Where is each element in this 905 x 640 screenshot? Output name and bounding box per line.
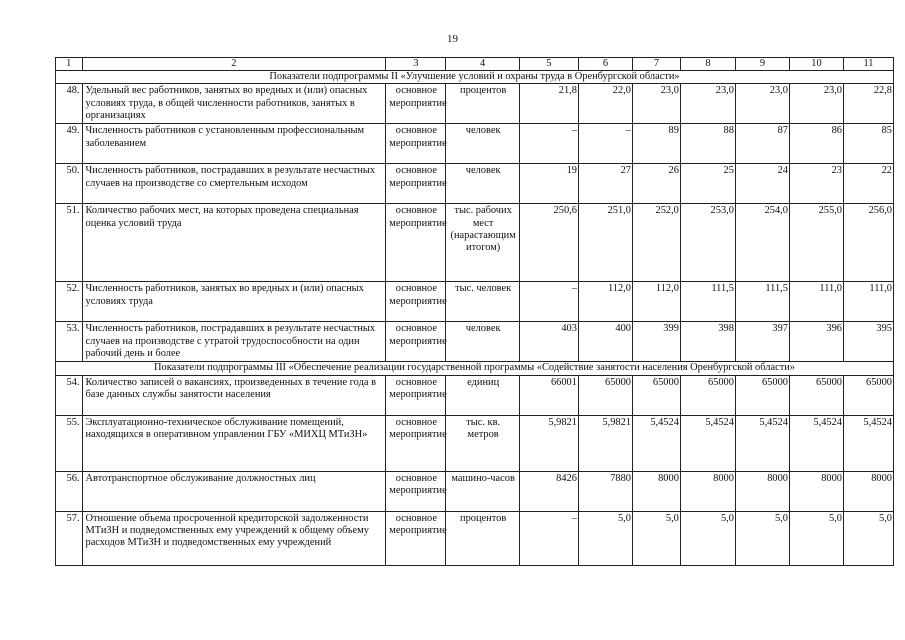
value-cell: 400 (578, 322, 632, 362)
value-cell: 19 (519, 164, 578, 204)
unit-of-measure: единиц (446, 375, 519, 415)
value-cell: 112,0 (578, 282, 632, 322)
value-cell: 252,0 (632, 204, 680, 282)
value-cell: 65000 (735, 375, 789, 415)
indicator-name: Численность работников с установленным профессиональным заболеванием (82, 124, 386, 164)
unit-of-measure: человек (446, 164, 519, 204)
column-header: 9 (735, 58, 789, 71)
value-cell: 5,9821 (519, 415, 578, 471)
value-cell: 5,0 (844, 511, 894, 565)
value-cell: 398 (680, 322, 735, 362)
value-cell: 111,5 (680, 282, 735, 322)
value-cell: – (519, 511, 578, 565)
unit-of-measure: тыс. человек (446, 282, 519, 322)
measure-type: основное мероприятие (386, 322, 446, 362)
measure-type: основное мероприятие (386, 204, 446, 282)
value-cell: 5,4524 (789, 415, 843, 471)
value-cell: 89 (632, 124, 680, 164)
section-header-row (56, 362, 894, 375)
section-title: Показатели подпрограммы III «Обеспечение реализации государственной программы «Содействие занятости населения Оренбургской области» (56, 362, 894, 375)
value-cell: 22 (844, 164, 894, 204)
table-row (56, 375, 894, 415)
value-cell: 65000 (680, 375, 735, 415)
value-cell: 22,0 (578, 84, 632, 124)
row-number: 56. (56, 471, 83, 511)
table-row (56, 124, 894, 164)
value-cell: 256,0 (844, 204, 894, 282)
table-header-row (56, 58, 894, 71)
row-number: 50. (56, 164, 83, 204)
value-cell: 21,8 (519, 84, 578, 124)
value-cell: 5,0 (632, 511, 680, 565)
row-number: 53. (56, 322, 83, 362)
value-cell: 111,0 (844, 282, 894, 322)
indicator-name: Отношение объема просроченной кредиторской задолженности МТиЗН и подведомственных ему учреждений к общему объему расходов МТиЗН и подведомственных ему учреждений (82, 511, 386, 565)
indicator-name: Количество рабочих мест, на которых проведена специальная оценка условий труда (82, 204, 386, 282)
value-cell: 5,0 (789, 511, 843, 565)
value-cell: 403 (519, 322, 578, 362)
value-cell: 65000 (844, 375, 894, 415)
column-header: 2 (82, 58, 386, 71)
table-row (56, 471, 894, 511)
value-cell: 250,6 (519, 204, 578, 282)
value-cell: 23,0 (789, 84, 843, 124)
unit-of-measure: процентов (446, 84, 519, 124)
indicator-name: Автотранспортное обслуживание должностных лиц (82, 471, 386, 511)
measure-type: основное мероприятие (386, 415, 446, 471)
indicator-name: Численность работников, пострадавших в результате несчастных случаев на производстве со смертельным исходом (82, 164, 386, 204)
value-cell: 23,0 (632, 84, 680, 124)
value-cell: 26 (632, 164, 680, 204)
value-cell: 5,4524 (844, 415, 894, 471)
indicator-name: Численность работников, пострадавших в результате несчастных случаев на производстве с утратой трудоспособности на один рабочий день и более (82, 322, 386, 362)
unit-of-measure: процентов (446, 511, 519, 565)
measure-type: основное мероприятие (386, 471, 446, 511)
value-cell: 85 (844, 124, 894, 164)
section-title: Показатели подпрограммы II «Улучшение условий и охраны труда в Оренбургской области» (56, 71, 894, 84)
value-cell: 251,0 (578, 204, 632, 282)
table-row (56, 415, 894, 471)
value-cell: 65000 (789, 375, 843, 415)
value-cell: 65000 (578, 375, 632, 415)
row-number: 49. (56, 124, 83, 164)
value-cell: 7880 (578, 471, 632, 511)
value-cell: 24 (735, 164, 789, 204)
value-cell: 65000 (632, 375, 680, 415)
value-cell: 5,4524 (632, 415, 680, 471)
page-number: 19 (447, 33, 458, 45)
row-number: 52. (56, 282, 83, 322)
measure-type: основное мероприятие (386, 84, 446, 124)
value-cell: 8000 (844, 471, 894, 511)
value-cell: 27 (578, 164, 632, 204)
indicator-name: Количество записей о вакансиях, произведенных в течение года в базе данных службы занятости населения (82, 375, 386, 415)
value-cell: 66001 (519, 375, 578, 415)
value-cell: 5,0 (578, 511, 632, 565)
column-header: 8 (680, 58, 735, 71)
unit-of-measure: человек (446, 322, 519, 362)
table-row (56, 282, 894, 322)
column-header: 6 (578, 58, 632, 71)
unit-of-measure: человек (446, 124, 519, 164)
measure-type: основное мероприятие (386, 124, 446, 164)
measure-type: основное мероприятие (386, 375, 446, 415)
value-cell: 399 (632, 322, 680, 362)
value-cell: 5,9821 (578, 415, 632, 471)
section-header-row (56, 71, 894, 84)
value-cell: 8426 (519, 471, 578, 511)
value-cell: – (578, 124, 632, 164)
table-row (56, 204, 894, 282)
unit-of-measure: тыс. кв. метров (446, 415, 519, 471)
value-cell: 5,0 (680, 511, 735, 565)
table-row (56, 322, 894, 362)
value-cell: 86 (789, 124, 843, 164)
column-header: 3 (386, 58, 446, 71)
value-cell: 8000 (680, 471, 735, 511)
row-number: 51. (56, 204, 83, 282)
measure-type: основное мероприятие (386, 164, 446, 204)
measure-type: основное мероприятие (386, 511, 446, 565)
unit-of-measure: машино-часов (446, 471, 519, 511)
value-cell: 8000 (735, 471, 789, 511)
value-cell: 23,0 (680, 84, 735, 124)
row-number: 54. (56, 375, 83, 415)
measure-type: основное мероприятие (386, 282, 446, 322)
column-header: 5 (519, 58, 578, 71)
column-header: 4 (446, 58, 519, 71)
value-cell: 5,0 (735, 511, 789, 565)
value-cell: 22,8 (844, 84, 894, 124)
value-cell: 255,0 (789, 204, 843, 282)
value-cell: 111,5 (735, 282, 789, 322)
value-cell: 8000 (632, 471, 680, 511)
value-cell: 5,4524 (735, 415, 789, 471)
row-number: 55. (56, 415, 83, 471)
value-cell: 395 (844, 322, 894, 362)
value-cell: – (519, 282, 578, 322)
value-cell: 8000 (789, 471, 843, 511)
column-header: 7 (632, 58, 680, 71)
value-cell: – (519, 124, 578, 164)
value-cell: 111,0 (789, 282, 843, 322)
column-header: 1 (56, 58, 83, 71)
value-cell: 23 (789, 164, 843, 204)
value-cell: 396 (789, 322, 843, 362)
indicator-name: Численность работников, занятых во вредных и (или) опасных условиях труда (82, 282, 386, 322)
value-cell: 5,4524 (680, 415, 735, 471)
indicators-table (55, 57, 894, 566)
value-cell: 112,0 (632, 282, 680, 322)
column-header: 10 (789, 58, 843, 71)
table-row (56, 511, 894, 565)
indicator-name: Эксплуатационно-техническое обслуживание помещений, находящихся в оперативном управлении ГБУ «МИХЦ МТиЗН» (82, 415, 386, 471)
row-number: 57. (56, 511, 83, 565)
indicator-name: Удельный вес работников, занятых во вредных и (или) опасных условиях труда, в общей численности работников, занятых в организациях (82, 84, 386, 124)
value-cell: 253,0 (680, 204, 735, 282)
row-number: 48. (56, 84, 83, 124)
value-cell: 87 (735, 124, 789, 164)
value-cell: 23,0 (735, 84, 789, 124)
column-header: 11 (844, 58, 894, 71)
value-cell: 254,0 (735, 204, 789, 282)
value-cell: 25 (680, 164, 735, 204)
table-row (56, 84, 894, 124)
unit-of-measure: тыс. рабочих мест (нарастающим итогом) (446, 204, 519, 282)
value-cell: 397 (735, 322, 789, 362)
table-row (56, 164, 894, 204)
value-cell: 88 (680, 124, 735, 164)
